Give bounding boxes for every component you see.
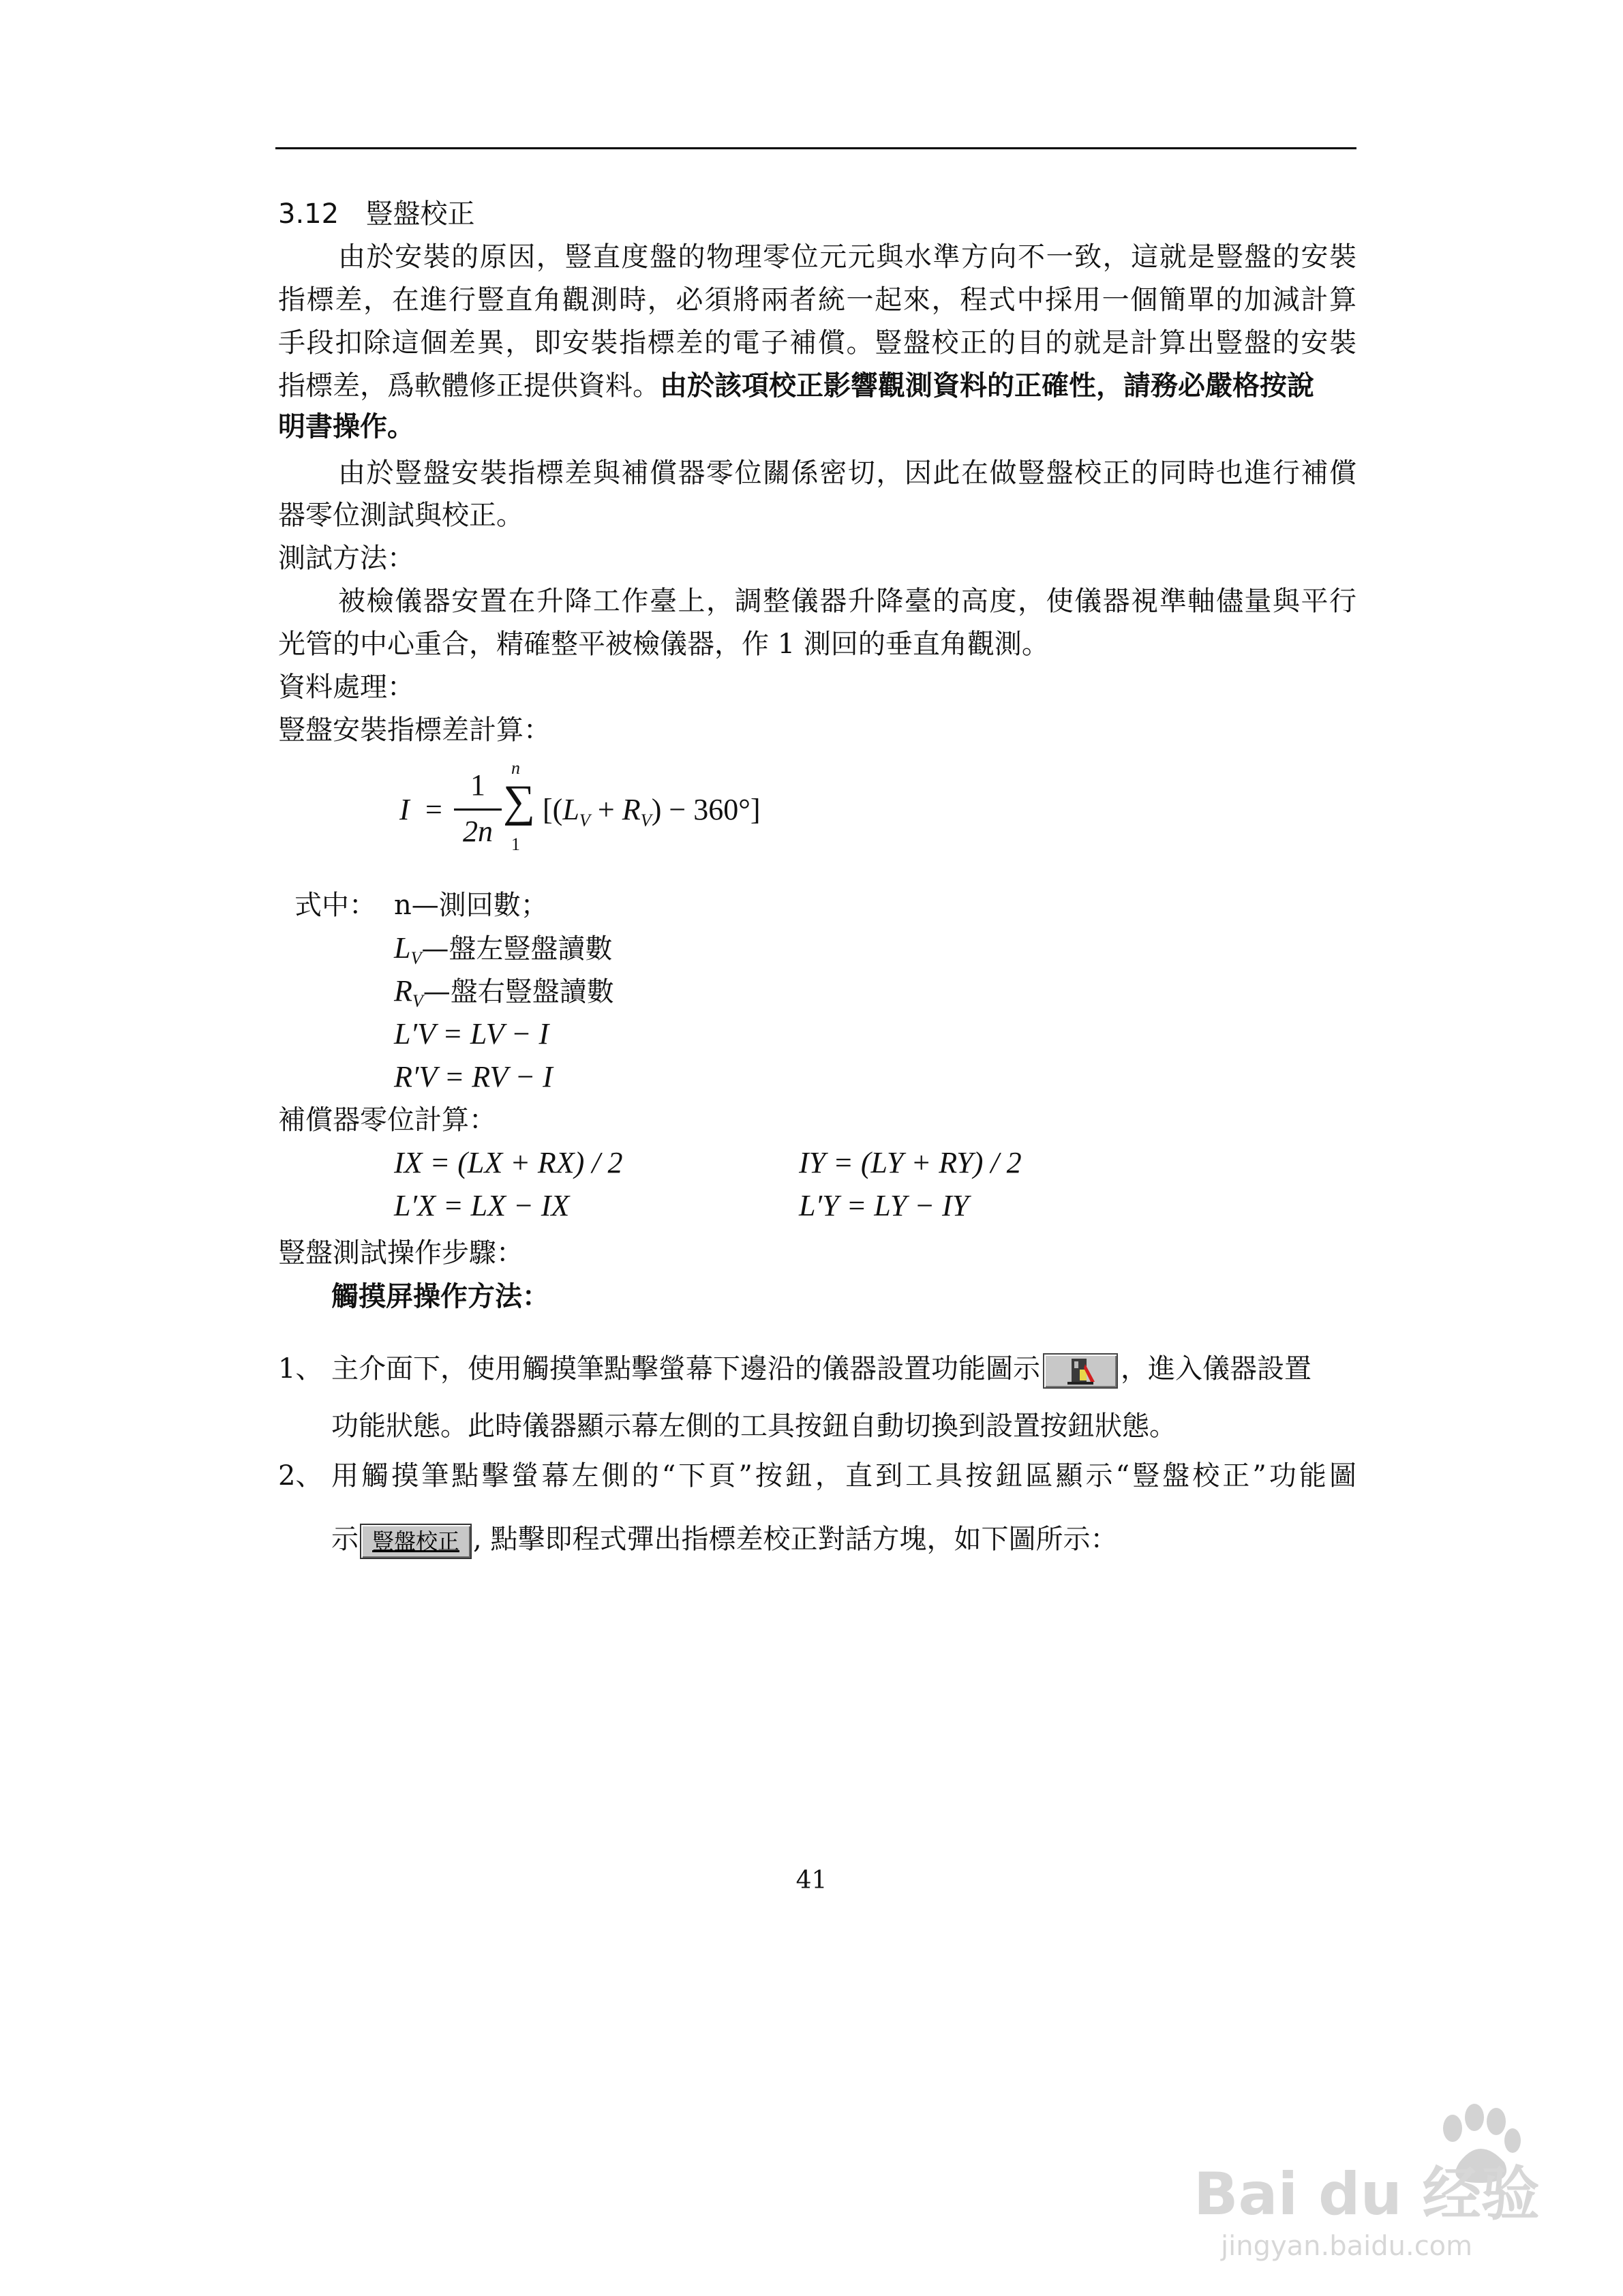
where-label: 式中： (294, 890, 376, 921)
step2-text-before-button: 示 (331, 1524, 359, 1555)
step2-text-after-button: , 點擊即程式彈出指標差校正對話方塊，如下圖所示： (473, 1524, 1118, 1555)
step1-line-2: 功能狀態。此時儀器顯示幕左側的工具按鈕自動切換到設置按鈕狀態。 (331, 1410, 1177, 1442)
para3-line-2: 光管的中心重合，精確整平被檢儀器，作 1 測回的垂直角觀測。 (278, 629, 1049, 660)
formula-bracket-open: [( (543, 793, 563, 826)
formula-iy: IY = (LY + RY) / 2 (799, 1146, 1022, 1179)
formula-L-sub: V (579, 809, 590, 830)
def-rv-prime: R′V = RV − I (394, 1060, 553, 1093)
def-lv (394, 931, 612, 976)
formula-lhs: I (399, 793, 410, 826)
def-lv-sub: V (410, 948, 422, 968)
sum-symbol: ∑ (503, 776, 536, 826)
formula-minus-360: ) − 360°] (651, 793, 761, 826)
formula-denominator: 2n (463, 815, 493, 848)
data-processing-label: 資料處理： (278, 671, 414, 703)
para2-line-1: 由於豎盤安裝指標差與補償器零位關係密切，因此在做豎盤校正的同時也進行補償 (338, 457, 1356, 489)
formula-ix: IX = (LX + RX) / 2 (394, 1146, 623, 1179)
sum-lower-limit: 1 (511, 834, 520, 854)
formula-R-sub: V (640, 809, 652, 830)
para1-line-4-normal: 指標差，爲軟體修正提供資料。 (278, 370, 660, 402)
step2-line-2 (331, 1522, 1117, 1559)
formula-eq: = (425, 793, 442, 826)
para1-line-3: 手段扣除這個差異，即安裝指標差的電子補償。豎盤校正的目的就是計算出豎盤的安裝 (278, 327, 1356, 359)
para1-line-4 (278, 368, 1356, 404)
para1-line-4-bold: 由於該項校正影響觀測資料的正確性，請務必嚴格按說 (660, 370, 1314, 402)
compensator-calc-label: 補償器零位計算： (278, 1104, 496, 1136)
test-method-label: 測試方法： (278, 543, 414, 574)
header-rule (275, 147, 1356, 149)
formula-R: R (622, 793, 641, 826)
section-heading (278, 196, 475, 232)
step1-text-before-icon: 主介面下，使用觸摸筆點擊螢幕下邊沿的儀器設置功能圖示 (331, 1353, 1040, 1385)
para2-line-2: 器零位測試與校正。 (278, 500, 524, 531)
para1-line-1: 由於安裝的原因，豎直度盤的物理零位元元與水準方向不一致，這就是豎盤的安裝 (338, 241, 1356, 273)
step2-number: 2、 (278, 1460, 323, 1492)
def-rv (394, 973, 614, 1019)
formula-fraction-bar (454, 809, 502, 811)
para1-line-5: 明書操作。 (278, 411, 414, 442)
def-rv-sub: V (412, 991, 423, 1011)
formula-L: L (562, 793, 579, 826)
formula-plus: + (597, 793, 615, 826)
baidu-jingyan-watermark (1194, 2087, 1562, 2265)
step2-line-1: 用觸摸筆點擊螢幕左側的“下頁”按鈕，直到工具按鈕區顯示“豎盤校正”功能圖 (331, 1460, 1356, 1492)
watermark-brand: Bai du 经验 (1194, 2160, 1540, 2229)
paw-logo-icon (1194, 2087, 1562, 2265)
formula-body (543, 792, 760, 831)
formula-lx-prime: L′X = LX − IX (394, 1189, 570, 1222)
para1-line-2: 指標差，在進行豎直角觀測時，必須將兩者統一起來，程式中採用一個簡單的加減計算 (278, 284, 1356, 316)
section-title: 豎盤校正 (365, 198, 475, 230)
def-lv-desc: —盤左豎盤讀數 (421, 933, 613, 965)
step1-text-after-icon: ，進入儀器設置 (1121, 1353, 1311, 1385)
para3-line-1: 被檢儀器安置在升降工作臺上，調整儀器升降臺的高度，使儀器視準軸儘量與平行 (338, 586, 1356, 617)
sum-upper-limit: n (511, 758, 520, 778)
def-rv-desc: —盤右豎盤讀數 (423, 976, 614, 1008)
page-number: 41 (795, 1867, 828, 1894)
def-lv-symbol: L (394, 931, 411, 965)
section-number: 3.12 (278, 198, 339, 230)
index-error-formula (394, 758, 803, 866)
formula-numerator: 1 (470, 768, 485, 802)
step1-number: 1、 (278, 1353, 323, 1385)
vertical-circle-calibration-button[interactable]: 豎盤校正 (360, 1524, 472, 1559)
def-n: n—測回數； (394, 890, 548, 921)
watermark-url: jingyan.baidu.com (1221, 2231, 1473, 2262)
def-rv-symbol: R (394, 974, 412, 1008)
def-lv-prime: L′V = LV − I (394, 1017, 549, 1051)
settings-tool-icon (1044, 1355, 1117, 1387)
step1-line-1 (331, 1351, 1311, 1389)
index-error-calc-label: 豎盤安裝指標差計算： (278, 714, 551, 746)
touch-method-label: 觸摸屏操作方法： (331, 1281, 549, 1312)
steps-label: 豎盤測試操作步驟： (278, 1237, 524, 1269)
formula-ly-prime: L′Y = LY − IY (799, 1189, 969, 1222)
instrument-settings-icon[interactable] (1043, 1353, 1118, 1389)
